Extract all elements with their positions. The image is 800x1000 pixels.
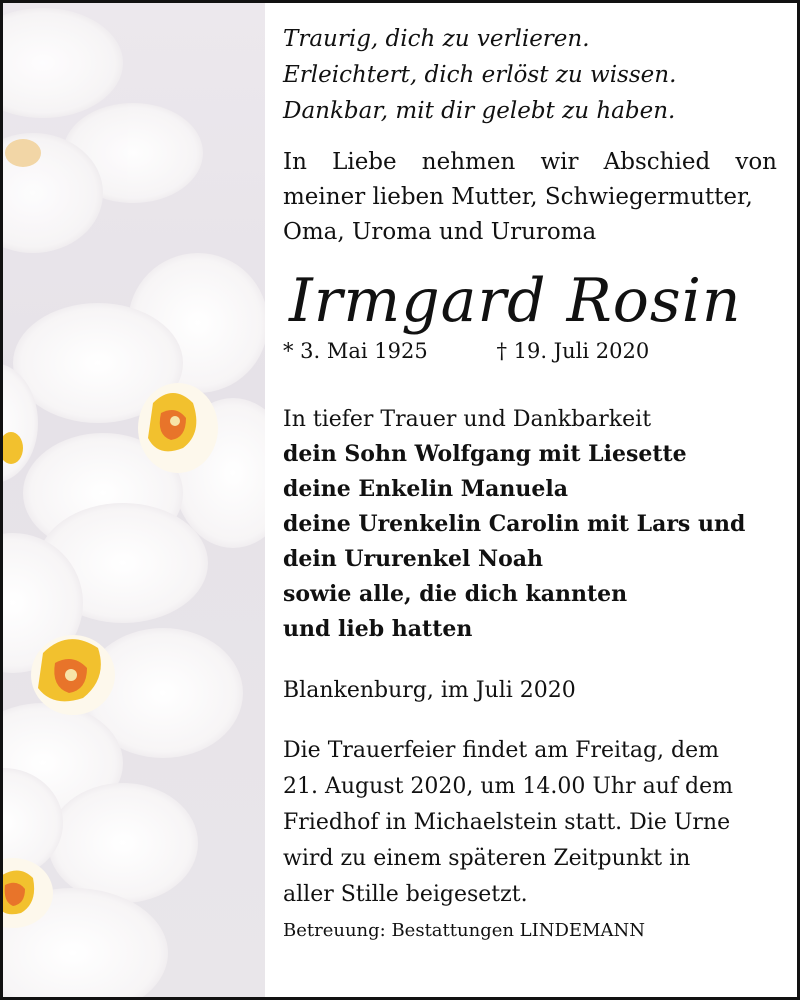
poem xyxy=(283,21,777,129)
intro-word: In xyxy=(283,149,307,175)
life-dates xyxy=(283,336,777,366)
orchid-flowers-illustration xyxy=(3,3,265,997)
intro-word: von xyxy=(735,149,777,175)
mourner-line: und lieb hatten xyxy=(283,616,473,642)
mourner-line: dein Ururenkel Noah xyxy=(283,546,544,572)
intro-line: Oma, Uroma und Ururoma xyxy=(283,219,597,245)
poem-line: Dankbar, mit dir gelebt zu haben. xyxy=(283,98,676,124)
service-line: Friedhof in Michaelstein statt. Die Urne xyxy=(283,810,731,835)
place-date: Blankenburg, im Juli 2020 xyxy=(283,678,576,703)
birth-date: * 3. Mai 1925 xyxy=(283,339,428,363)
service-line: 21. August 2020, um 14.00 Uhr auf dem xyxy=(283,774,733,799)
intro-word: wir xyxy=(540,149,579,175)
mourners xyxy=(283,402,777,647)
intro-text xyxy=(283,145,777,250)
intro-line: meiner lieben Mutter, Schwiegermutter, xyxy=(283,184,753,210)
mourner-line: sowie alle, die dich kannten xyxy=(283,581,628,607)
poem-line: Erleichtert, dich erlöst zu wissen. xyxy=(283,62,677,88)
orchid-image xyxy=(3,3,265,997)
intro-word: Liebe xyxy=(332,149,397,175)
intro-line xyxy=(283,145,777,180)
poem-line: Traurig, dich zu verlieren. xyxy=(283,26,590,52)
deceased-name: Irmgard Rosin xyxy=(289,266,742,336)
service-line: wird zu einem späteren Zeitpunkt in xyxy=(283,846,691,871)
intro-word: nehmen xyxy=(421,149,516,175)
mourners-lead: In tiefer Trauer und Dankbarkeit xyxy=(283,407,652,432)
funeral-service-info xyxy=(283,733,777,913)
mourner-line: dein Sohn Wolfgang mit Liesette xyxy=(283,441,687,467)
funeral-home: Betreuung: Bestattungen LINDEMANN xyxy=(283,920,645,941)
service-line: Die Trauerfeier findet am Freitag, dem xyxy=(283,738,720,763)
death-date: † 19. Juli 2020 xyxy=(496,339,650,363)
mourner-line: deine Urenkelin Carolin mit Lars und xyxy=(283,511,746,537)
service-line: aller Stille beigesetzt. xyxy=(283,882,528,907)
mourner-line: deine Enkelin Manuela xyxy=(283,476,568,502)
notice-text xyxy=(283,21,777,945)
intro-word: Abschied xyxy=(603,149,711,175)
